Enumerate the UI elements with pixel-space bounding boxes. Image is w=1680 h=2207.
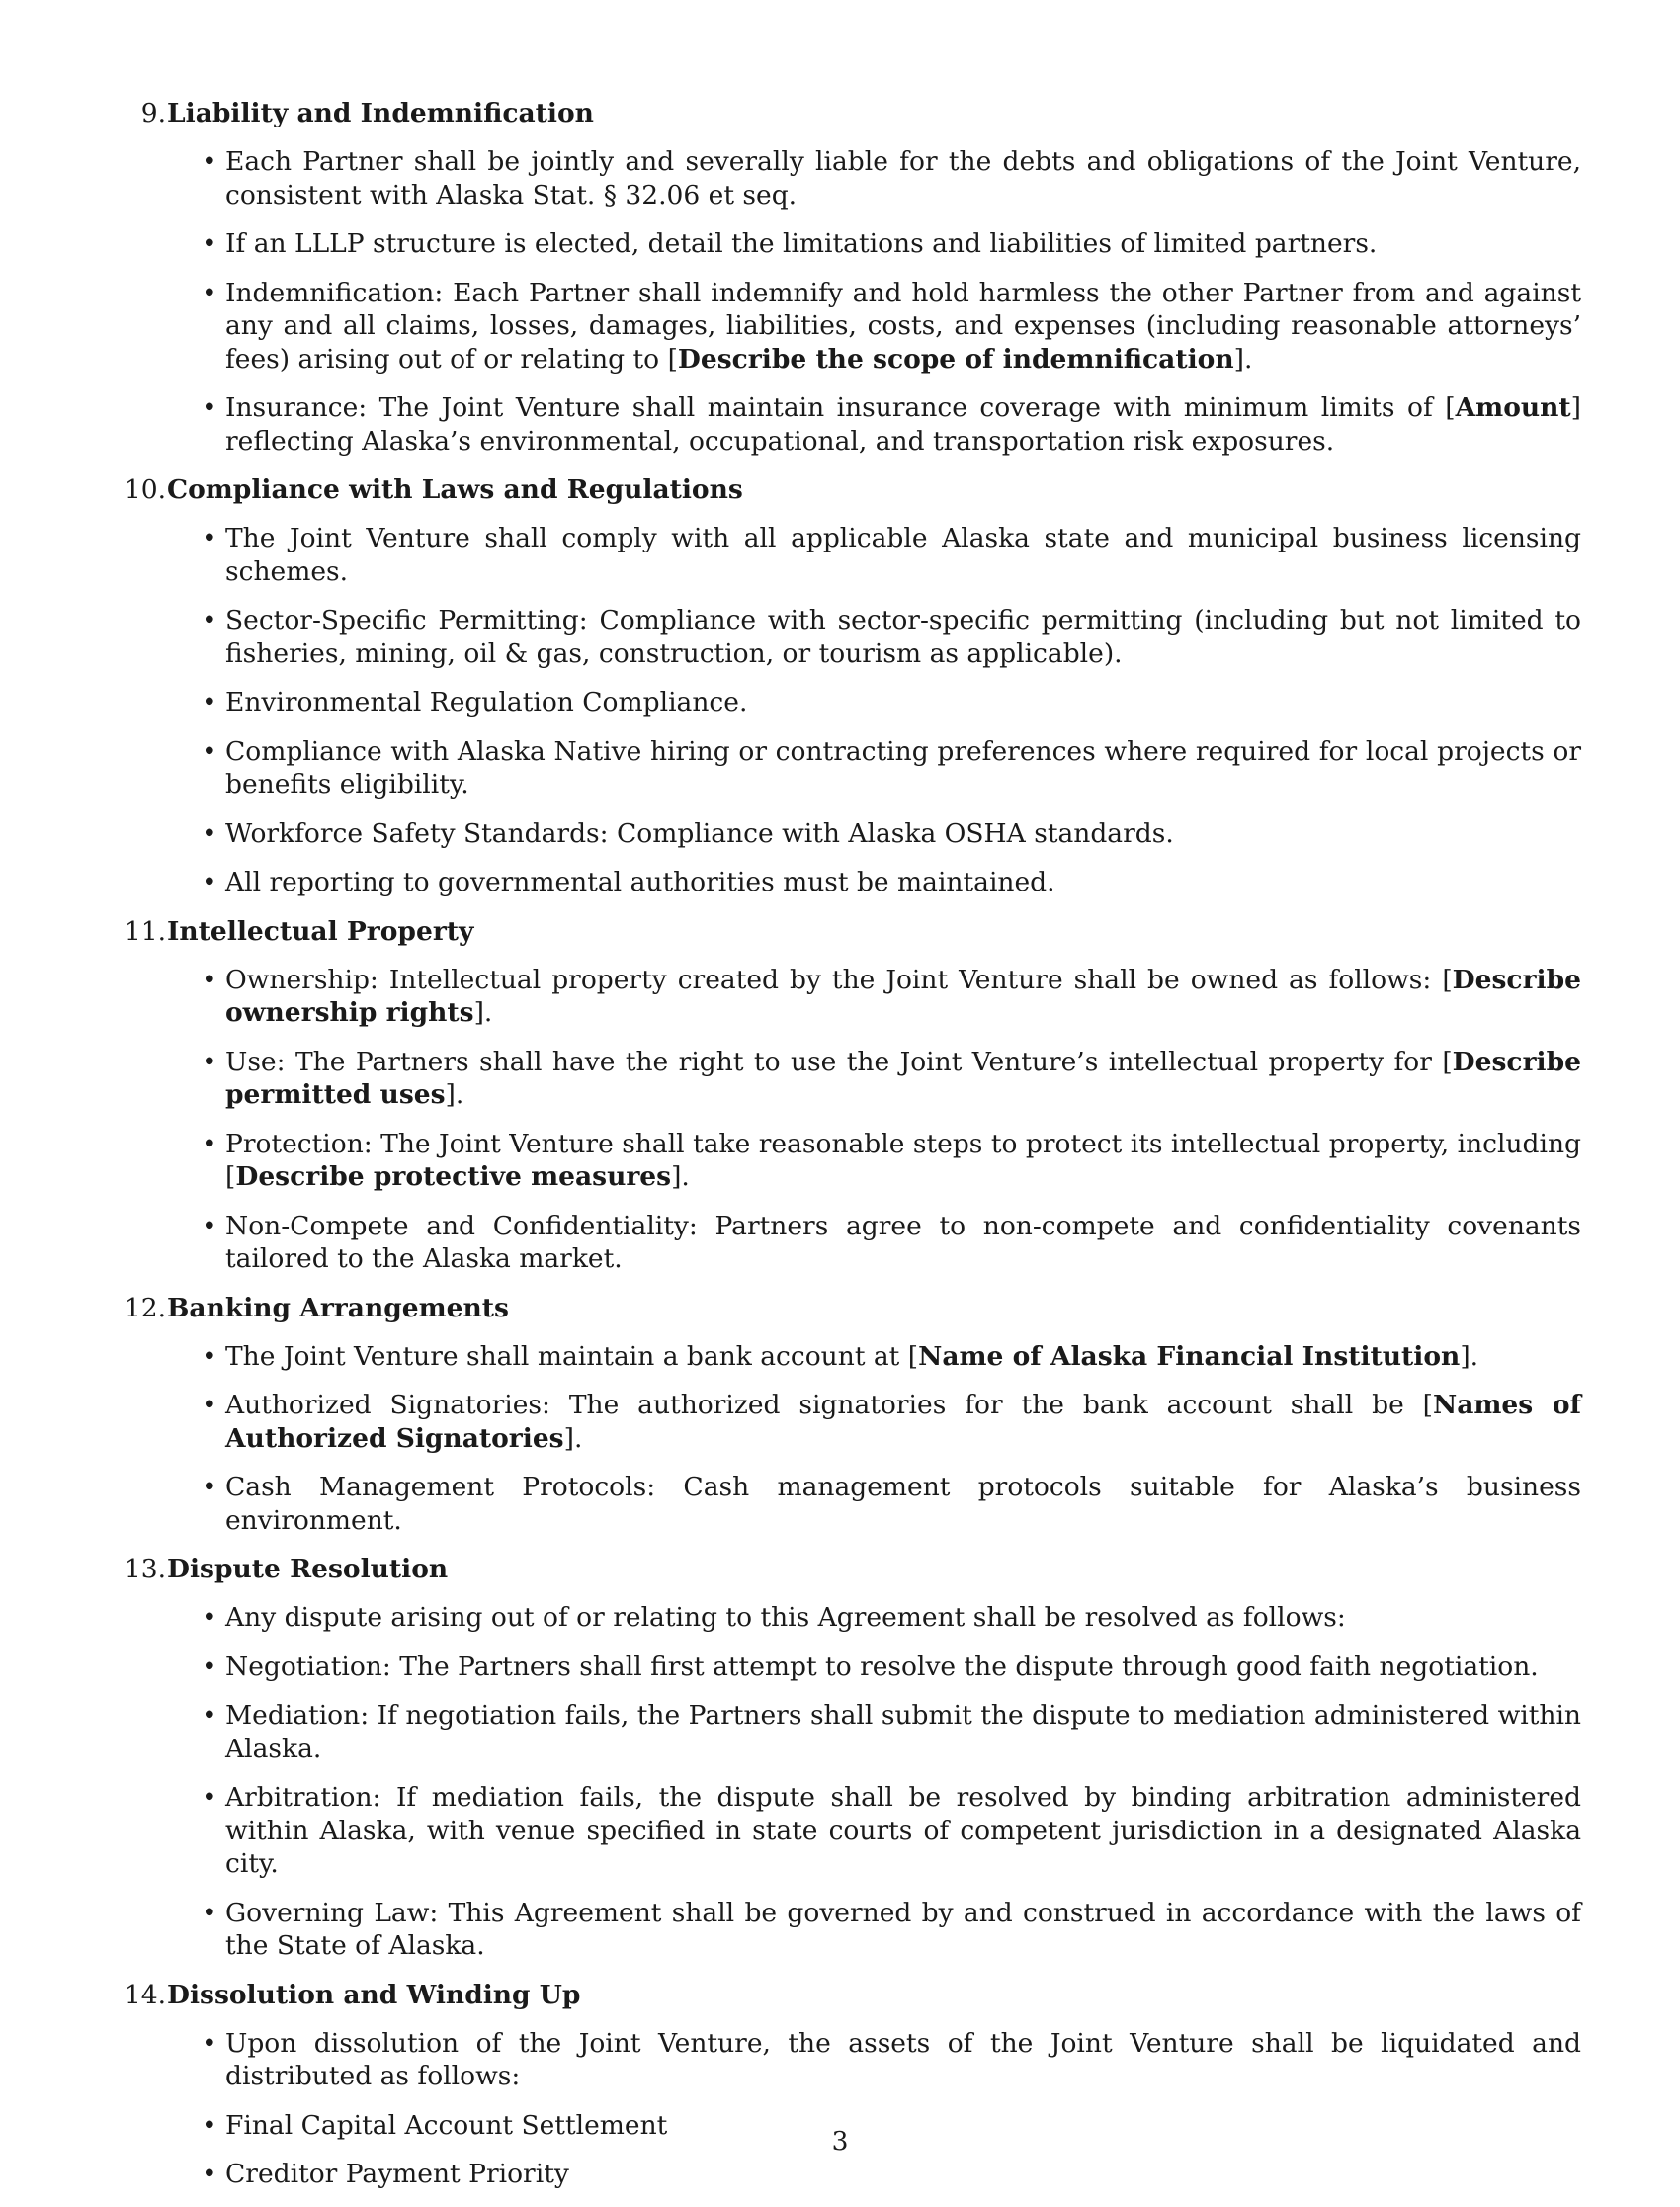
bullet-text: Protection: The Joint Venture shall take reasonable steps to protect its intellectual property, including [ <box>225 1128 1581 1192</box>
bullet-item <box>225 1651 1581 1684</box>
bullet-text: Indemnification: Each Partner shall indemnify and hold harmless the other Partner from and against any and all claims, losses, damages, liabilities, costs, and expenses (including reasonable attorneys’ fees) arising out of or relating to [ <box>225 277 1581 375</box>
page-number: 3 <box>831 2126 849 2157</box>
section-title: Compliance with Laws and Regulations <box>167 474 743 505</box>
section-title: Dispute Resolution <box>167 1554 449 1584</box>
placeholder-field: Describe the scope of indemnification <box>677 343 1234 375</box>
agreement-sections <box>119 97 1581 2207</box>
bullet-text-tail: ]. <box>445 1079 464 1110</box>
bullet-item <box>225 1699 1581 1765</box>
bullet-text-tail: ] reflecting Alaska’s environmental, occupational, and transportation risk exposures. <box>225 392 1581 457</box>
section-title: Banking Arrangements <box>167 1292 509 1323</box>
section-title: Liability and Indemnification <box>167 98 594 128</box>
bullet-text: Arbitration: If mediation fails, the dispute shall be resolved by binding arbitration administered within Alaska, with venue specified in state courts of competent jurisdiction in a designated Alaska city. <box>225 1782 1581 1879</box>
bullet-item <box>225 145 1581 212</box>
bullet-text: Authorized Signatories: The authorized signatories for the bank account shall be [ <box>225 1390 1433 1420</box>
bullet-list <box>119 964 1581 1276</box>
bullet-list <box>119 1340 1581 1538</box>
bullet-item <box>225 1128 1581 1194</box>
bullet-item <box>225 1210 1581 1276</box>
bullet-text-tail: ]. <box>1460 1340 1479 1372</box>
bullet-item <box>225 1601 1581 1635</box>
bullet-item <box>225 227 1581 261</box>
bullet-item <box>225 522 1581 588</box>
bullet-item <box>225 964 1581 1030</box>
agreement-section <box>119 1292 1581 1538</box>
section-title: Dissolution and Winding Up <box>167 1979 581 2010</box>
agreement-section <box>119 915 1581 1276</box>
section-number: 14. <box>124 1979 166 2010</box>
bullet-item <box>225 686 1581 720</box>
bullet-item <box>225 866 1581 899</box>
bullet-item <box>225 1046 1581 1112</box>
bullet-list <box>119 145 1581 458</box>
bullet-text: Mediation: If negotiation fails, the Partners shall submit the dispute to mediation administered within Alaska. <box>225 1700 1581 1764</box>
agreement-section <box>119 1979 1581 2191</box>
bullet-text: Ownership: Intellectual property created by the Joint Venture shall be owned as follows: [ <box>225 964 1453 995</box>
section-number: 12. <box>124 1292 166 1323</box>
bullet-list <box>119 2027 1581 2191</box>
bullet-item <box>225 1340 1581 1374</box>
agreement-section <box>119 473 1581 899</box>
bullet-item <box>225 2027 1581 2093</box>
bullet-text: Each Partner shall be jointly and severally liable for the debts and obligations of the Joint Venture, consistent with Alaska Stat. § 32.06 et seq. <box>225 146 1581 211</box>
bullet-text: Creditor Payment Priority <box>225 2159 569 2189</box>
bullet-text-tail: ]. <box>473 997 493 1028</box>
section-number: 13. <box>124 1554 166 1584</box>
placeholder-field: Amount <box>1455 392 1571 423</box>
bullet-text: Governing Law: This Agreement shall be governed by and construed in accordance with the laws of the State of Alaska. <box>225 1897 1581 1961</box>
bullet-item <box>225 277 1581 377</box>
bullet-text: Use: The Partners shall have the right to use the Joint Venture’s intellectual property for [ <box>225 1046 1453 1077</box>
bullet-text: Workforce Safety Standards: Compliance with Alaska OSHA standards. <box>225 817 1174 849</box>
agreement-section <box>119 97 1581 458</box>
bullet-list <box>119 1601 1581 1963</box>
bullet-item <box>225 1471 1581 1537</box>
placeholder-field: Describe ownership rights <box>225 964 1581 1028</box>
bullet-text: The Joint Venture shall maintain a bank account at [ <box>225 1340 919 1372</box>
bullet-item <box>225 1389 1581 1455</box>
section-heading <box>119 473 1581 507</box>
placeholder-field: Describe permitted uses <box>225 1046 1581 1110</box>
bullet-text-tail: ]. <box>1233 343 1253 375</box>
bullet-text: Upon dissolution of the Joint Venture, the assets of the Joint Venture shall be liquidated and distributed as follows: <box>225 2027 1581 2091</box>
bullet-text: Sector-Specific Permitting: Compliance with sector-specific permitting (including but not limited to fisheries, mining, oil & gas, construction, or tourism as applicable). <box>225 605 1581 669</box>
bullet-item <box>225 604 1581 670</box>
bullet-text: Compliance with Alaska Native hiring or contracting preferences where required for local projects or benefits eligibility. <box>225 735 1581 800</box>
bullet-text: Non-Compete and Confidentiality: Partners agree to non-compete and confidentiality covenants tailored to the Alaska market. <box>225 1210 1581 1274</box>
section-heading <box>119 1553 1581 1586</box>
section-number: 9. <box>140 98 166 128</box>
placeholder-field: Names of Authorized Signatories <box>225 1390 1581 1454</box>
bullet-text: Cash Management Protocols: Cash management protocols suitable for Alaska’s business environment. <box>225 1472 1581 1536</box>
section-number: 11. <box>124 915 166 947</box>
bullet-item <box>225 1781 1581 1881</box>
bullet-list <box>119 522 1581 899</box>
placeholder-field: Name of Alaska Financial Institution <box>918 1340 1461 1372</box>
bullet-text: Insurance: The Joint Venture shall maintain insurance coverage with minimum limits of [ <box>225 392 1456 423</box>
section-heading <box>119 1979 1581 2012</box>
bullet-text: Final Capital Account Settlement <box>225 2109 668 2141</box>
bullet-text: Negotiation: The Partners shall first attempt to resolve the dispute through good faith negotiation. <box>225 1651 1539 1682</box>
bullet-item <box>225 391 1581 458</box>
bullet-text: Any dispute arising out of or relating to this Agreement shall be resolved as follows: <box>225 1602 1346 1633</box>
bullet-item <box>225 817 1581 851</box>
bullet-text: All reporting to governmental authorities must be maintained. <box>225 867 1055 897</box>
placeholder-field: Describe protective measures <box>235 1161 672 1192</box>
section-heading <box>119 915 1581 949</box>
bullet-item <box>225 1897 1581 1963</box>
section-title: Intellectual Property <box>167 915 474 947</box>
bullet-text-tail: ]. <box>671 1161 690 1192</box>
bullet-text: Environmental Regulation Compliance. <box>225 687 748 718</box>
bullet-item <box>225 735 1581 802</box>
section-heading <box>119 97 1581 130</box>
bullet-text-tail: ]. <box>563 1422 583 1454</box>
bullet-text: The Joint Venture shall comply with all applicable Alaska state and municipal business licensing schemes. <box>225 523 1581 587</box>
agreement-section <box>119 1553 1581 1963</box>
bullet-text: If an LLLP structure is elected, detail the limitations and liabilities of limited partners. <box>225 228 1378 259</box>
section-number: 10. <box>124 474 166 505</box>
section-heading <box>119 1292 1581 1325</box>
